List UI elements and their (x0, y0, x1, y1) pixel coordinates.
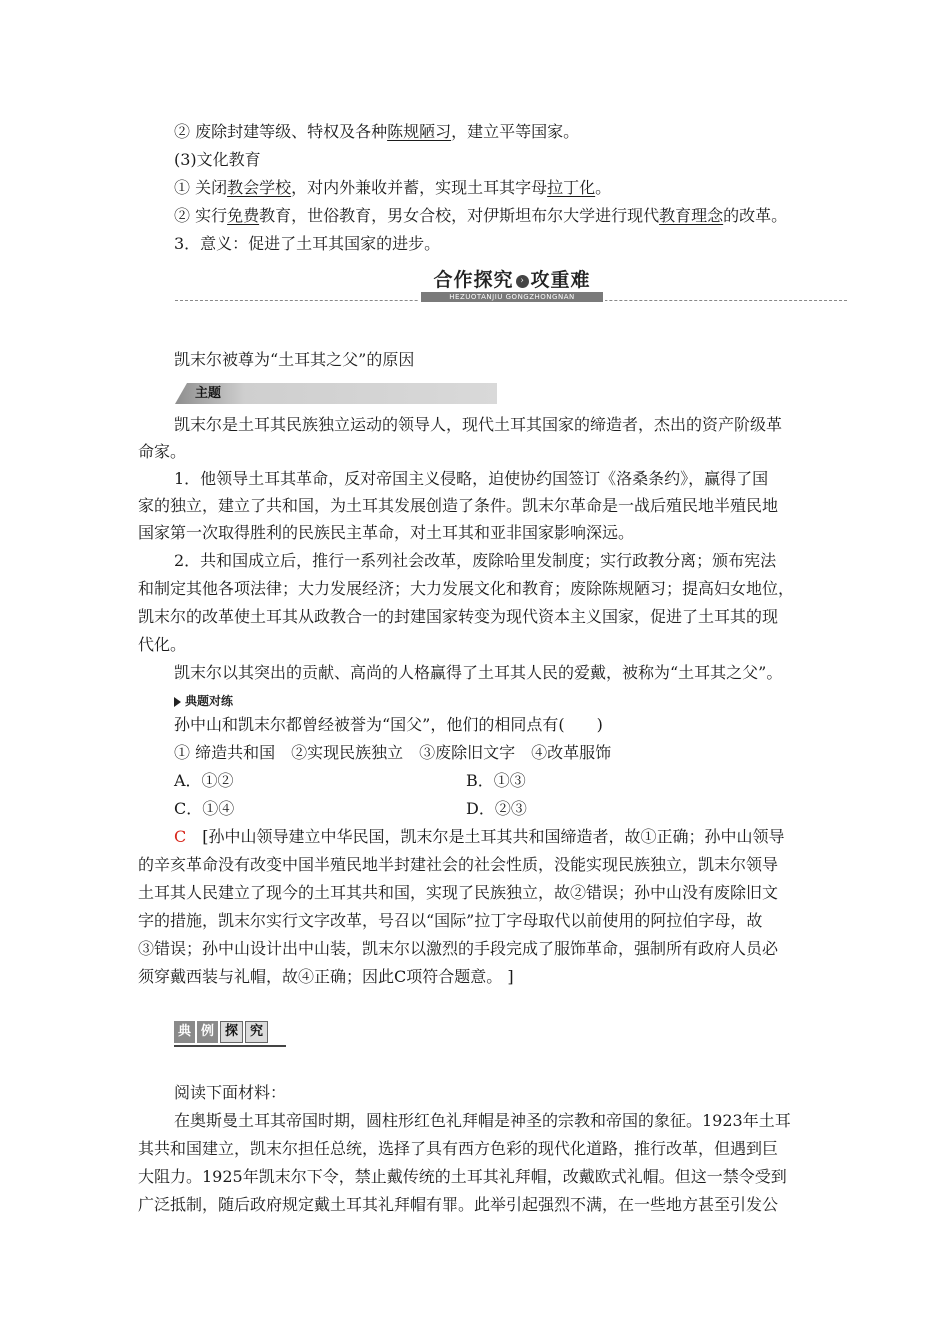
play-icon (174, 697, 181, 707)
banner-title-right: 攻重难 (530, 269, 591, 291)
heading-underline (174, 1045, 286, 1047)
drill-label (174, 693, 233, 709)
explanation-line: 的辛亥革命没有改变中国半殖民地半封建社会的社会性质，没能实现民族独立，凯末尔领导 (138, 855, 779, 874)
paragraph-line: 代化。 (138, 635, 187, 654)
example-char: 典 (174, 1021, 195, 1043)
significance-line: 3．意义：促进了土耳其国家的进步。 (174, 234, 441, 253)
drill-label-text: 典题对练 (185, 694, 234, 708)
option-b: B．①③ (466, 771, 526, 790)
culture-item-2 (174, 205, 787, 227)
explanation-line: 须穿戴西装与礼帽，故④正确；因此C项符合题意。 ] (138, 967, 514, 986)
example-char: 究 (245, 1021, 268, 1043)
topic-label: 主题 (195, 386, 222, 401)
topic-label-bar (175, 383, 497, 404)
text: 教育，世俗教育，男女合校，对伊斯坦布尔大学进行现代 (259, 206, 660, 225)
option-c: C．①④ (174, 799, 235, 818)
answer-line (174, 826, 785, 848)
text: 。 (595, 178, 612, 197)
example-char: 探 (220, 1021, 243, 1043)
example-heading (174, 1021, 270, 1047)
text: ① 关闭 (174, 178, 228, 197)
text: 的改革。 (723, 206, 788, 225)
paragraph-line: 凯末尔的改革使土耳其从政教合一的封建国家转变为现代资本主义国家，促进了土耳其的现 (138, 607, 779, 626)
question-items: ① 缔造共和国 ②实现民族独立 ③废除旧文字 ④改革服饰 (174, 743, 612, 762)
explanation-line: 土耳其人民建立了现今的土耳其共和国，实现了民族独立，故②错误；孙中山没有废除旧文 (138, 883, 779, 902)
material-line: 广泛抵制，随后政府规定戴土耳其礼拜帽有罪。此举引起强烈不满，在一些地方甚至引发公 (138, 1195, 779, 1214)
text: ，建立平等国家。 (451, 122, 580, 141)
text: ，对内外兼收并蓄，实现土耳其字母 (291, 178, 548, 197)
paragraph-line: 凯末尔以其突出的贡献、高尚的人格赢得了土耳其人民的爱戴，被称为“土耳其之父”。 (174, 663, 783, 682)
explanation-line: 字的措施，凯末尔实行文字改革，号召以“国际”拉丁字母取代以前使用的阿拉伯字母，故 (138, 911, 763, 930)
text: ② 废除封建等级、特权及各种 (174, 122, 388, 141)
material-line: 其共和国建立，凯末尔担任总统，选择了具有西方色彩的现代化道路，推行改革，但遇到巨 (138, 1139, 779, 1158)
reading-prompt: 阅读下面材料： (174, 1083, 287, 1102)
underlined-term: 教会学校 (227, 178, 292, 197)
underlined-term: 教育理念 (659, 206, 724, 225)
explanation-text: [孙中山领导建立中华民国，凯末尔是土耳其共和国缔造者，故①正确；孙中山领导 (202, 827, 785, 846)
question-stem: 孙中山和凯末尔都曾经被誉为“国父”，他们的相同点有( ) (174, 715, 603, 734)
underlined-term: 免费 (227, 206, 260, 225)
answer-letter: C (174, 827, 187, 846)
example-char: 例 (197, 1021, 218, 1043)
section-banner (175, 268, 847, 310)
paragraph-line: 命家。 (138, 442, 187, 461)
paragraph-line: 2．共和国成立后，推行一系列社会改革，废除哈里发制度；实行政教分离；颁布宪法 (174, 551, 777, 570)
culture-item-1 (174, 177, 611, 199)
banner-title-left: 合作探究 (433, 269, 514, 291)
arrow-icon: › (516, 275, 529, 288)
option-d: D．②③ (466, 799, 527, 818)
explanation-line: ③错误；孙中山设计出中山装，凯末尔以激烈的手段完成了服饰革命，强制所有政府人员必 (138, 939, 779, 958)
underlined-term: 陈规陋习 (387, 122, 452, 141)
subsection-heading: (3)文化教育 (174, 150, 261, 169)
bar-notch (175, 383, 187, 404)
paragraph-line: 国家第一次取得胜利的民族民主革命，对土耳其和亚非国家影响深远。 (138, 523, 635, 542)
paragraph-line: 家的独立，建立了共和国，为土耳其发展创造了条件。凯末尔革命是一战后殖民地半殖民地 (138, 496, 779, 515)
material-line: 大阻力。1925年凯末尔下令，禁止戴传统的土耳其礼拜帽，改戴欧式礼帽。但这一禁令受到 (138, 1167, 787, 1186)
paragraph-line: 和制定其他各项法律；大力发展经济；大力发展文化和教育；废除陈规陋习；提高妇女地位， (138, 579, 795, 598)
material-line: 在奥斯曼土耳其帝国时期，圆柱形红色礼拜帽是神圣的宗教和帝国的象征。1923年土耳 (174, 1111, 791, 1130)
banner-subtitle: HEZUOTANJIU GONGZHONGNAN (421, 292, 603, 302)
paragraph-line: 凯末尔是土耳其民族独立运动的领导人，现代土耳其国家的缔造者，杰出的资产阶级革 (174, 415, 783, 434)
topic-heading: 凯末尔被尊为“土耳其之父”的原因 (174, 350, 415, 369)
underlined-term: 拉丁化 (547, 178, 596, 197)
reform-item-2 (174, 121, 579, 143)
text: ② 实行 (174, 206, 228, 225)
paragraph-line: 1．他领导土耳其革命，反对帝国主义侵略，迫使协约国签订《洛桑条约》，赢得了国 (174, 469, 769, 488)
option-a: A．①② (174, 771, 234, 790)
